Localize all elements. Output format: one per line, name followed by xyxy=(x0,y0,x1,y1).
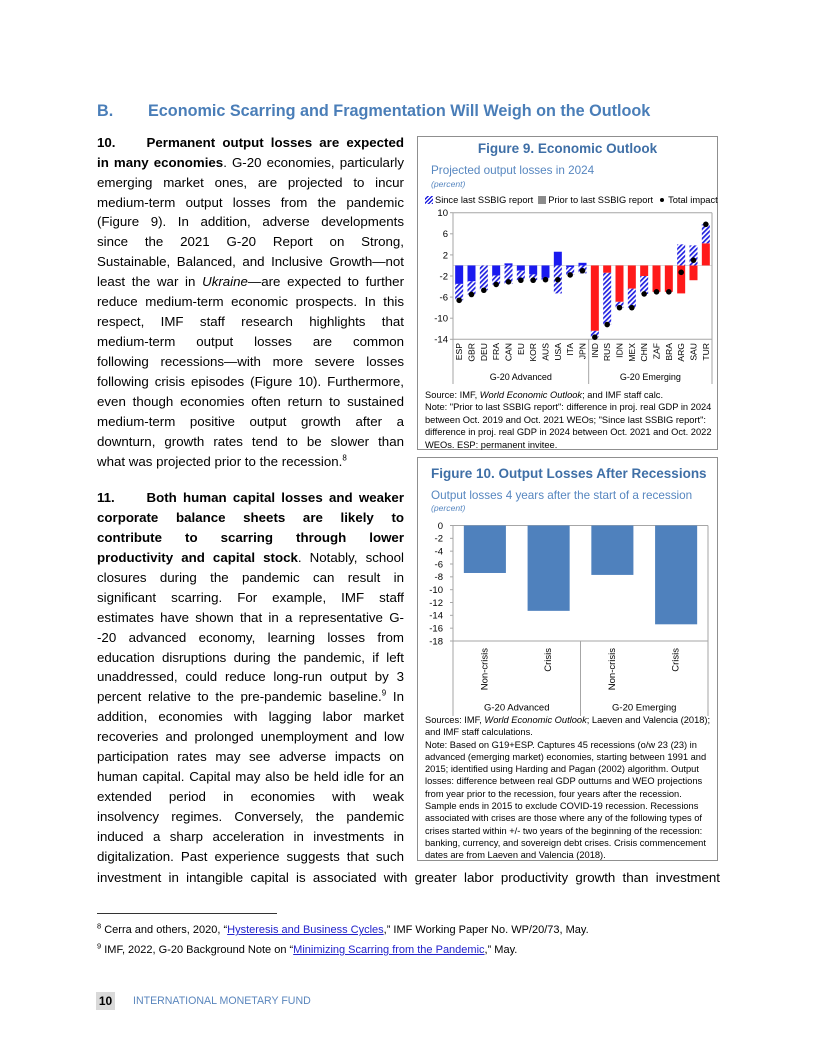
legend-item-total xyxy=(658,194,718,206)
footnote-ref: 8 xyxy=(342,453,347,463)
bar-prior xyxy=(603,265,611,272)
text-run: —are expected to further xyxy=(247,274,405,290)
text-line xyxy=(425,849,710,861)
text-run: significant scarring. For example, IMF staff xyxy=(97,589,404,605)
category-label: Crisis xyxy=(670,648,682,672)
text-run: ,” May. xyxy=(484,944,518,956)
text-line xyxy=(97,508,404,528)
text-run: downturn, growth rates tend to be slower than xyxy=(97,433,404,449)
text-run: participation rates may see adverse impacts on xyxy=(97,749,404,765)
y-tick-label: -18 xyxy=(429,636,443,648)
group-label: G-20 Advanced xyxy=(484,702,550,714)
text-line xyxy=(425,426,712,439)
bar-prior xyxy=(616,265,624,301)
text-run: Cerra and others, 2020, “ xyxy=(101,924,228,936)
text-run: 2015; identified using Harding and Pagan (2002) algorithm. Output xyxy=(425,764,699,775)
category-label: KOR xyxy=(528,343,539,362)
text-run: ,” IMF Working Paper No. WP/20/73, May. xyxy=(383,924,589,936)
text-run: addition, economies with lagging labor market xyxy=(97,709,404,725)
total-impact-dot xyxy=(691,257,697,263)
total-impact-dot xyxy=(703,222,709,228)
bold-text: in many economies xyxy=(97,154,224,170)
category-label: DEU xyxy=(478,343,489,362)
text-run: medium-term output losses from the pandemic xyxy=(97,194,404,210)
page-number: 10 xyxy=(96,992,115,1010)
legend-label: Prior to last SSBIG report xyxy=(548,195,654,205)
text-line xyxy=(97,707,404,727)
text-line xyxy=(97,807,404,827)
text-run: unaddressed, could reduce long-run output by 3 xyxy=(97,669,404,685)
text-run: following recessions—with more severe losses xyxy=(97,354,404,369)
text-run: medium-term output losses are common xyxy=(97,334,404,350)
text-line xyxy=(425,800,710,812)
total-impact-dot xyxy=(493,282,499,288)
text-line xyxy=(97,372,404,392)
category-label: GBR xyxy=(466,343,477,362)
y-tick-label: -4 xyxy=(434,546,443,558)
text-line xyxy=(97,412,404,432)
text-line xyxy=(97,488,404,508)
figure-subtitle: Output losses 4 years after the start of a recession xyxy=(431,489,693,502)
text-run: reduce medium-term economic prospects. In this xyxy=(97,294,404,310)
total-impact-dot xyxy=(580,268,586,274)
paragraph-number: 10. xyxy=(97,134,116,150)
text-line xyxy=(97,568,404,588)
bar-prior xyxy=(455,265,463,283)
text-run: -20 advanced economy, learning losses from xyxy=(97,629,404,645)
footnote-8 xyxy=(97,922,589,938)
total-impact-dot xyxy=(629,305,635,311)
text-run: advanced (emerging market) economies, starting between 1991 and xyxy=(425,751,707,762)
category-label: Crisis xyxy=(543,648,555,672)
y-tick-label: 2 xyxy=(442,250,448,262)
bar-since xyxy=(702,224,710,243)
text-run: Source: IMF, xyxy=(425,389,480,400)
text-line xyxy=(97,312,404,332)
bar-prior xyxy=(542,265,550,277)
bar-prior xyxy=(529,265,537,274)
y-tick-label: 6 xyxy=(442,229,448,241)
category-label: RUS xyxy=(602,343,613,362)
text-line xyxy=(97,588,404,608)
bar-prior xyxy=(505,263,513,265)
text-line xyxy=(425,837,710,849)
y-tick-label: -12 xyxy=(429,597,443,609)
text-line xyxy=(425,812,710,824)
italic-text: Ukraine xyxy=(202,274,248,290)
figure-unit: (percent) xyxy=(431,179,466,189)
total-impact-dot xyxy=(654,289,660,295)
gray-swatch-icon xyxy=(538,196,546,204)
text-run: dates are from Laeven and Valencia (2018). xyxy=(425,850,606,861)
text-line xyxy=(97,352,404,372)
bar xyxy=(655,526,697,625)
text-run: closures during the pandemic can result in xyxy=(97,569,404,585)
text-line xyxy=(425,775,710,787)
text-line xyxy=(97,173,404,193)
text-run: what was projected prior to the recession. xyxy=(97,453,343,469)
hatched-swatch-icon xyxy=(425,196,433,204)
dot-marker-icon xyxy=(660,198,664,202)
total-impact-dot xyxy=(543,277,549,283)
text-line xyxy=(425,751,710,763)
legend-label: Since last SSBIG report xyxy=(435,195,534,205)
text-line xyxy=(97,232,404,252)
paragraph-lead xyxy=(147,133,405,153)
legend-label: Total impact xyxy=(668,195,718,205)
bar-prior xyxy=(690,265,698,280)
bar-prior xyxy=(665,265,673,291)
text-run: insolvency regimes. Conversely, the pandemic xyxy=(97,809,404,824)
text-line xyxy=(97,847,404,867)
category-label: ESP xyxy=(454,343,465,361)
text-line xyxy=(425,739,710,751)
bar-prior xyxy=(640,265,648,276)
text-run: associated with crises are those where any of the following types of xyxy=(425,813,702,824)
paragraph-11 xyxy=(97,488,404,867)
total-impact-dot xyxy=(641,291,647,297)
text-line xyxy=(97,252,404,272)
category-label: CAN xyxy=(503,343,514,362)
text-run: IMF, 2022, G-20 Background Note on “ xyxy=(101,944,294,956)
text-line xyxy=(97,292,404,312)
total-impact-dot xyxy=(666,289,672,295)
text-run: In xyxy=(386,689,404,705)
text-run: Note: "Prior to last SSBIG report": difference in proj. real GDP in 2024 xyxy=(425,402,712,413)
figure-notes xyxy=(425,389,712,452)
y-tick-label: -10 xyxy=(429,585,443,597)
text-line xyxy=(97,193,404,213)
y-tick-label: -6 xyxy=(434,559,443,571)
text-run: Note: Based on G19+ESP. Captures 45 recessions (o/w 23 (23) in xyxy=(425,739,697,750)
figure-subtitle: Projected output losses in 2024 xyxy=(431,164,595,177)
chart-legend xyxy=(425,194,723,206)
bar-prior xyxy=(579,263,587,266)
bar xyxy=(464,526,506,573)
category-label: FRA xyxy=(491,343,502,361)
text-line xyxy=(425,439,712,452)
footnote-ref: 8 xyxy=(97,921,102,931)
bold-text: productivity and capital stock xyxy=(97,549,298,565)
footnote-9 xyxy=(97,942,517,958)
category-label: ITA xyxy=(565,343,576,356)
text-run: investment in intangible capital is associated with greater labor productivity growth than investment xyxy=(97,869,720,885)
y-tick-label: -6 xyxy=(439,292,448,304)
text-run: between Oct. 2019 and Oct. 2021 WEOs; "Since last SSBIG report": xyxy=(425,414,706,425)
category-label: ZAF xyxy=(651,343,662,360)
bar-prior xyxy=(492,265,500,275)
bar-since xyxy=(677,244,685,265)
footnote-separator xyxy=(97,913,277,914)
text-line xyxy=(425,726,710,738)
category-label: BRA xyxy=(663,343,674,361)
total-impact-dot xyxy=(604,322,610,328)
category-label: IND xyxy=(589,343,600,358)
bar-since xyxy=(480,265,488,290)
text-line xyxy=(97,212,404,232)
text-line xyxy=(97,528,404,548)
text-run: following crisis episodes (Figure 10). Furthermore, xyxy=(97,373,404,389)
category-label: USA xyxy=(552,343,563,361)
bar-prior xyxy=(468,265,476,281)
text-line xyxy=(97,432,404,452)
category-label: EU xyxy=(515,343,526,355)
legend-item-prior xyxy=(538,194,653,206)
text-run: crises started within +/- two years of the beginning of the recession: xyxy=(425,825,703,836)
y-tick-label: -2 xyxy=(434,533,443,545)
hyperlink[interactable]: Hysteresis and Business Cycles xyxy=(227,924,384,936)
figure-notes xyxy=(425,714,710,862)
italic-text: World Economic Outlook xyxy=(484,715,587,725)
total-impact-dot xyxy=(567,272,573,278)
paragraph-lead xyxy=(147,488,405,508)
group-label: G-20 Advanced xyxy=(489,372,552,382)
text-run: ; and IMF staff calc. xyxy=(582,389,664,400)
text-run: since the 2021 G-20 Report on Strong, xyxy=(97,234,404,250)
figure-10 xyxy=(417,457,718,861)
text-run: respect, IMF staff research highlights that xyxy=(97,314,404,330)
bold-text: Both human capital losses and weaker xyxy=(146,490,404,505)
text-line xyxy=(97,272,404,292)
total-impact-dot xyxy=(518,277,524,283)
category-label: CHN xyxy=(639,343,650,362)
bar-prior xyxy=(628,265,636,288)
bar xyxy=(591,526,633,575)
figure-title: Figure 10. Output Losses After Recessions xyxy=(431,466,707,481)
section-title: Economic Scarring and Fragmentation Will Weigh on the Outlook xyxy=(148,102,651,120)
text-line xyxy=(425,763,710,775)
paragraph-number: 11. xyxy=(97,490,115,505)
y-tick-label: -8 xyxy=(434,572,443,584)
text-run: estimates have shown that in a representative G- xyxy=(97,609,404,625)
bar-prior xyxy=(702,243,710,265)
total-impact-dot xyxy=(555,277,561,283)
bar-prior xyxy=(653,265,661,291)
text-line xyxy=(97,452,404,472)
figure-unit: (percent) xyxy=(431,503,466,513)
y-tick-label: -14 xyxy=(434,334,448,346)
total-impact-dot xyxy=(456,297,462,303)
group-label: G-20 Emerging xyxy=(619,372,681,382)
footnote-ref: 9 xyxy=(97,941,102,951)
text-line xyxy=(97,767,404,787)
paragraph-lines xyxy=(97,153,404,452)
paragraph-lines xyxy=(97,508,404,867)
text-run: digitalization. Past experience suggests that such xyxy=(97,848,404,864)
text-run: even though economies often return to sustained xyxy=(97,393,404,409)
text-line xyxy=(97,628,404,648)
text-line xyxy=(97,827,404,847)
text-line xyxy=(97,548,404,568)
text-run: recoveries and prolonged unemployment and low xyxy=(97,729,404,745)
group-label: G-20 Emerging xyxy=(612,702,677,714)
category-label: Non-crisis xyxy=(479,648,491,691)
text-line xyxy=(97,687,404,707)
text-line xyxy=(97,667,404,687)
text-line xyxy=(425,714,710,726)
text-line xyxy=(97,727,404,747)
section-letter: B. xyxy=(97,102,114,120)
category-label: JPN xyxy=(577,343,588,360)
text-line xyxy=(425,414,712,427)
text-line xyxy=(97,332,404,352)
text-run: percent relative to the pre-pandemic baseline. xyxy=(97,689,382,705)
total-impact-dot xyxy=(678,270,684,276)
text-line xyxy=(97,648,404,668)
total-impact-dot xyxy=(592,334,598,340)
text-run: Sources: IMF, xyxy=(425,715,485,725)
text-line xyxy=(97,153,404,173)
bar-prior xyxy=(554,252,562,266)
total-impact-dot xyxy=(530,277,536,283)
total-impact-dot xyxy=(469,292,475,298)
text-run: extended period in economies with weak xyxy=(97,789,404,805)
text-run: emerging market ones, are projected to incur xyxy=(97,174,404,190)
bar-prior xyxy=(517,265,525,270)
bold-text: contribute to scarring through lower xyxy=(97,529,404,545)
y-tick-label: -2 xyxy=(439,271,448,283)
total-impact-dot xyxy=(506,279,512,285)
text-line xyxy=(97,787,404,807)
paragraph-10 xyxy=(97,133,404,472)
text-run: losses: difference between real GDP outturns and WEO projections xyxy=(425,776,703,787)
y-tick-label: -14 xyxy=(429,610,443,622)
legend-item-since xyxy=(425,194,533,206)
total-impact-dot xyxy=(481,287,487,293)
italic-text: World Economic Outlook xyxy=(479,389,583,400)
text-line xyxy=(97,392,404,412)
footnote-ref: 9 xyxy=(381,688,387,698)
category-label: TUR xyxy=(700,343,711,361)
text-run: Sustainable, Balanced, and Inclusive Growth—not xyxy=(97,254,404,270)
y-tick-label: 10 xyxy=(437,208,448,220)
text-run: . G-20 economies, particularly xyxy=(223,154,404,170)
text-line xyxy=(425,389,712,402)
category-label: ARG xyxy=(676,343,687,362)
text-run: least the war in xyxy=(97,274,203,290)
text-run: medium-term positive output growth after a xyxy=(97,413,404,429)
footer-organization: INTERNATIONAL MONETARY FUND xyxy=(133,995,311,1007)
bold-text: Permanent output losses are expected xyxy=(146,134,404,150)
bar-prior xyxy=(566,265,574,267)
text-run: and IMF staff calculations. xyxy=(425,727,533,738)
figure-title: Figure 9. Economic Outlook xyxy=(477,141,658,156)
text-line xyxy=(97,868,720,888)
text-line xyxy=(425,788,710,800)
text-run: ; Laeven and Valencia (2018); xyxy=(586,715,711,725)
text-run: education disruptions during the pandemic, if left xyxy=(97,649,404,665)
y-tick-label: 0 xyxy=(437,520,443,532)
text-run: induced a sharp acceleration in investments in xyxy=(97,828,404,844)
text-line xyxy=(425,401,712,414)
figure-9 xyxy=(417,136,718,450)
category-label: MEX xyxy=(626,343,637,362)
text-line xyxy=(97,608,404,628)
paragraph-11-continuation xyxy=(97,868,720,888)
bar-since xyxy=(603,273,611,325)
bar xyxy=(528,526,570,611)
section-heading xyxy=(97,100,650,122)
text-run: difference in proj. real GDP in 2024 between Oct. 2021 and Oct. 2022 xyxy=(425,427,712,438)
text-run: . Notably, school xyxy=(297,549,405,565)
bar-since xyxy=(628,289,636,308)
category-label: Non-crisis xyxy=(606,648,618,691)
text-run: banking, currency, and sovereign debt crises. Crisis commencement xyxy=(425,837,706,848)
text-run: Sample ends in 2015 to exclude COVID-19 recession. Recessions xyxy=(425,801,699,812)
text-line xyxy=(97,133,404,153)
category-label: AUS xyxy=(540,343,551,361)
text-line xyxy=(97,747,404,767)
y-tick-label: -16 xyxy=(429,623,443,635)
total-impact-dot xyxy=(617,305,623,311)
bar-prior xyxy=(591,265,599,330)
category-label: IDN xyxy=(614,343,625,358)
category-label: SAU xyxy=(688,343,699,361)
text-run: WEOs. ESP: permanent invitee. xyxy=(425,439,558,450)
text-run: from year prior to the recession, four years after the recession. xyxy=(425,788,682,799)
text-run: human capital. Capital may also be held idle for an xyxy=(97,769,404,785)
text-run: (Figure 9). In addition, adverse developments xyxy=(97,214,404,230)
hyperlink[interactable]: Minimizing Scarring from the Pandemic xyxy=(293,944,485,956)
y-tick-label: -10 xyxy=(434,313,448,325)
bold-text: corporate balance sheets are likely to xyxy=(97,509,404,525)
text-line xyxy=(425,825,710,837)
